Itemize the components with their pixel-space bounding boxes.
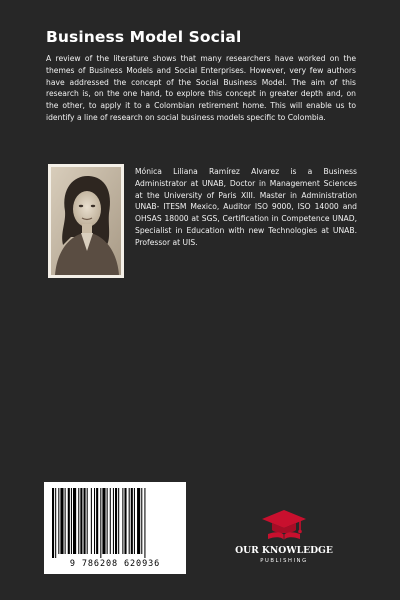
barcode-bar: [118, 488, 119, 554]
barcode-bar: [115, 488, 117, 554]
publisher-logo: [232, 508, 336, 568]
barcode-bar: [52, 488, 54, 558]
barcode-bar: [60, 488, 63, 554]
barcode-bar: [55, 488, 56, 558]
barcode-bar: [144, 488, 145, 558]
barcode-bar: [137, 488, 140, 554]
barcode-bar: [113, 488, 114, 554]
book-title: Business Model Social: [46, 28, 242, 46]
publisher-name: OUR KNOWLEDGE: [235, 545, 333, 556]
graduation-cap-book-icon: [260, 508, 308, 542]
barcode-bar: [122, 488, 123, 554]
barcode-bar: [73, 488, 76, 554]
book-abstract: A review of the literature shows that many researchers have worked on the themes of Business Models and Social Enterprises. However, very few authors have addressed the concept of the Social Business Model. The aim of this research is, on the one hand, to explore this concept in greater depth and, on the other, to apply it to a Colombian retirement home. This will enable us to identify a line of research on social business models specific to Colombia.: [46, 54, 356, 122]
author-photo: [48, 164, 124, 278]
isbn-number: 9 786208 620936: [69, 559, 161, 569]
publisher-subtitle: PUBLISHING: [260, 558, 308, 564]
author-bio: Mónica Liliana Ramírez Alvarez is a Business Administrator at UNAB, Doctor in Management Sciences at the University of Paris XIII. Master in Administration UNAB- ITESM Mexico, Auditor ISO 9000, ISO 14000 and OHSAS 18000 at SGS, Certification in Competence UNAD, Specialist in Education with new Technologies at UNAB. Professor at UIS.: [135, 167, 357, 247]
barcode-bar: [94, 488, 95, 554]
barcode-bar: [84, 488, 86, 554]
barcode-bar: [87, 488, 88, 554]
barcode-bar: [131, 488, 133, 554]
barcode-bar: [107, 488, 108, 554]
barcode-bar: [91, 488, 92, 554]
barcode-bar: [65, 488, 66, 554]
barcode-bar: [124, 488, 126, 554]
barcode-bar: [58, 488, 59, 554]
barcode-bar: [96, 488, 98, 554]
barcode-bar: [141, 488, 142, 554]
barcode-bar: [68, 488, 70, 554]
author-portrait-image: [51, 167, 121, 275]
barcode-bar: [80, 488, 82, 554]
barcode-bar: [110, 488, 111, 554]
barcode-bar: [102, 488, 105, 554]
isbn-barcode: [44, 482, 186, 574]
barcode-bars: [50, 488, 180, 558]
barcode-bar: [100, 488, 101, 558]
barcode-bar: [71, 488, 72, 554]
barcode-bar: [78, 488, 79, 554]
barcode-bar: [134, 488, 135, 554]
barcode-bar: [129, 488, 130, 554]
